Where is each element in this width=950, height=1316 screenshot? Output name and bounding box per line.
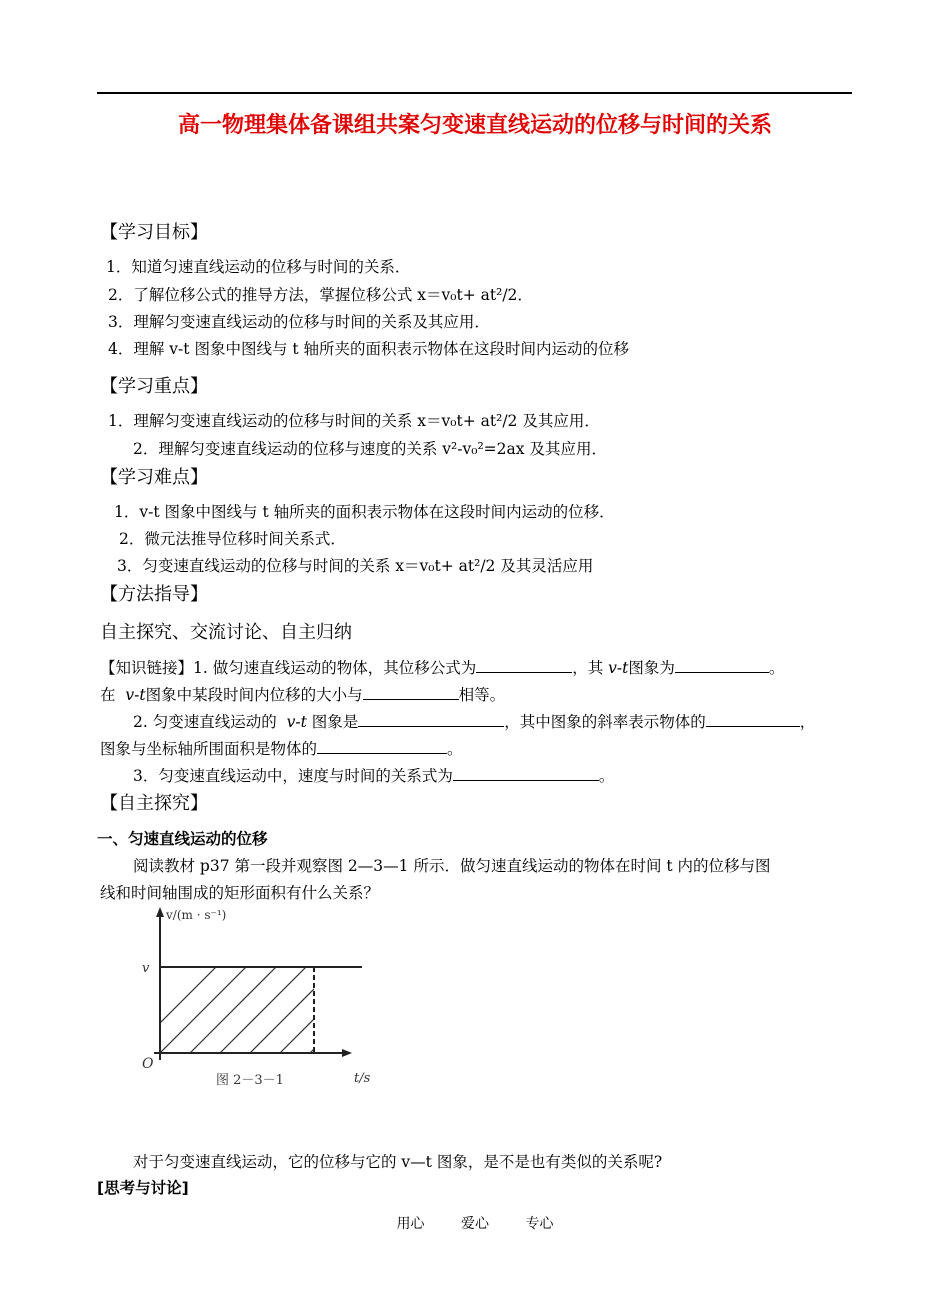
- q2-blank-1[interactable]: [358, 712, 504, 727]
- q1-text-d: 图象为: [628, 659, 675, 677]
- goal-item-2: 2．了解位移公式的推导方法，掌握位移公式 x＝v₀t+ at²/2．: [108, 286, 533, 304]
- q1-text-e: 。: [768, 659, 785, 677]
- keypoint-item-1: 1．理解匀变速直线运动的位移与时间的关系 x＝v₀t+ at²/2 及其应用．: [108, 412, 600, 430]
- footer-item-1: 用心: [396, 1216, 425, 1232]
- difficulties-heading: 【学习难点】: [100, 467, 208, 488]
- page-title: 高一物理集体备课组共案匀变速直线运动的位移与时间的关系: [177, 113, 772, 138]
- q2-text-a: 2. 匀变速直线运动的: [133, 713, 277, 731]
- y-axis-label: v/(m · s⁻¹): [166, 908, 227, 922]
- discussion-heading: [思考与讨论]: [97, 1179, 189, 1197]
- q1-text-a: 【知识链接】1. 做匀速直线运动的物体，其位移公式为: [100, 659, 477, 677]
- q2-blank-3[interactable]: [317, 739, 447, 754]
- difficulty-item-3: 3．匀变速直线运动的位移与时间的关系 x＝v₀t+ at²/2 及其灵活应用: [117, 557, 594, 575]
- q3-text-a: 3．匀变速直线运动中，速度与时间的关系式为: [133, 767, 453, 785]
- q3-blank-1[interactable]: [453, 766, 599, 781]
- q2-text-g: 。: [447, 740, 463, 758]
- q2-vt: v-t: [286, 713, 307, 731]
- page-footer: [0, 1213, 950, 1233]
- q1-text-h: 图象中某段时间内位移的大小与: [145, 686, 363, 704]
- q1-blank-3[interactable]: [363, 685, 459, 700]
- y-axis-arrow-icon: [156, 907, 164, 917]
- keypoint-item-2: 2．理解匀变速直线运动的位移与速度的关系 v²-v₀²=2ax 及其应用．: [133, 440, 607, 458]
- link-question-1: [100, 656, 784, 678]
- difficulty-item-1: 1．v-t 图象中图线与 t 轴所夹的面积表示物体在这段时间内运动的位移．: [114, 503, 615, 521]
- q1-text-f: 在: [100, 686, 116, 704]
- explore-heading: 【自主探究】: [100, 793, 208, 814]
- explore-paragraph-line-2: 线和时间轴围成的矩形面积有什么关系？: [100, 884, 380, 902]
- goal-item-1: 1．知道匀速直线运动的位移与时间的关系．: [106, 258, 411, 276]
- method-text: 自主探究、交流讨论、自主归纳: [100, 622, 352, 643]
- q2-blank-2[interactable]: [706, 712, 800, 727]
- x-axis-arrow-icon: [342, 1049, 352, 1057]
- footer-item-2: 爱心: [461, 1216, 489, 1232]
- header-rule: [97, 92, 852, 94]
- footer-item-3: 专心: [525, 1216, 554, 1232]
- goal-item-4: 4．理解 v-t 图象中图线与 t 轴所夹的面积表示物体在这段时间内运动的位移: [108, 340, 630, 358]
- q2-text-f: 图象与坐标轴所围面积是物体的: [100, 740, 318, 758]
- figure-caption: 图 2－3－1: [216, 1073, 284, 1088]
- q1-text-b: ，其: [572, 659, 604, 677]
- section-heading-1: 一、匀速直线运动的位移: [97, 830, 268, 848]
- link-question-2-cont: [100, 737, 463, 759]
- goals-heading: 【学习目标】: [100, 222, 208, 243]
- q2-text-c: 图象是: [311, 713, 359, 731]
- hatch-area: [130, 963, 380, 1053]
- method-heading: 【方法指导】: [100, 584, 208, 605]
- q1-vt: v-t: [608, 659, 629, 677]
- vt-graph-figure: [130, 905, 380, 1090]
- q1-blank-2[interactable]: [675, 658, 769, 673]
- link-question-3: [133, 764, 614, 786]
- difficulty-item-2: 2．微元法推导位移时间关系式．: [119, 530, 346, 548]
- q1-blank-1[interactable]: [476, 658, 572, 673]
- q1-vt-2: v-t: [125, 686, 146, 704]
- q3-text-b: 。: [598, 767, 615, 785]
- origin-label: O: [142, 1056, 154, 1072]
- goal-item-3: 3．理解匀变速直线运动的位移与时间的关系及其应用．: [108, 313, 490, 331]
- explore-paragraph-line-1: 阅读教材 p37 第一段并观察图 2—3—1 所示．做匀速直线运动的物体在时间 t 内的位移与图: [133, 857, 771, 875]
- link-question-2: [133, 710, 815, 732]
- link-question-1-cont: [100, 683, 505, 705]
- v-label: v: [142, 961, 150, 976]
- q2-text-d: ，其中图象的斜率表示物体的: [504, 713, 706, 731]
- explore-question: 对于匀变速直线运动，它的位移与它的 v—t 图象，是不是也有类似的关系呢?: [133, 1153, 663, 1171]
- keypoints-heading: 【学习重点】: [100, 376, 208, 397]
- q1-text-i: 相等。: [458, 686, 506, 704]
- q2-text-e: ，: [799, 713, 816, 731]
- x-axis-label: t/s: [354, 1071, 371, 1086]
